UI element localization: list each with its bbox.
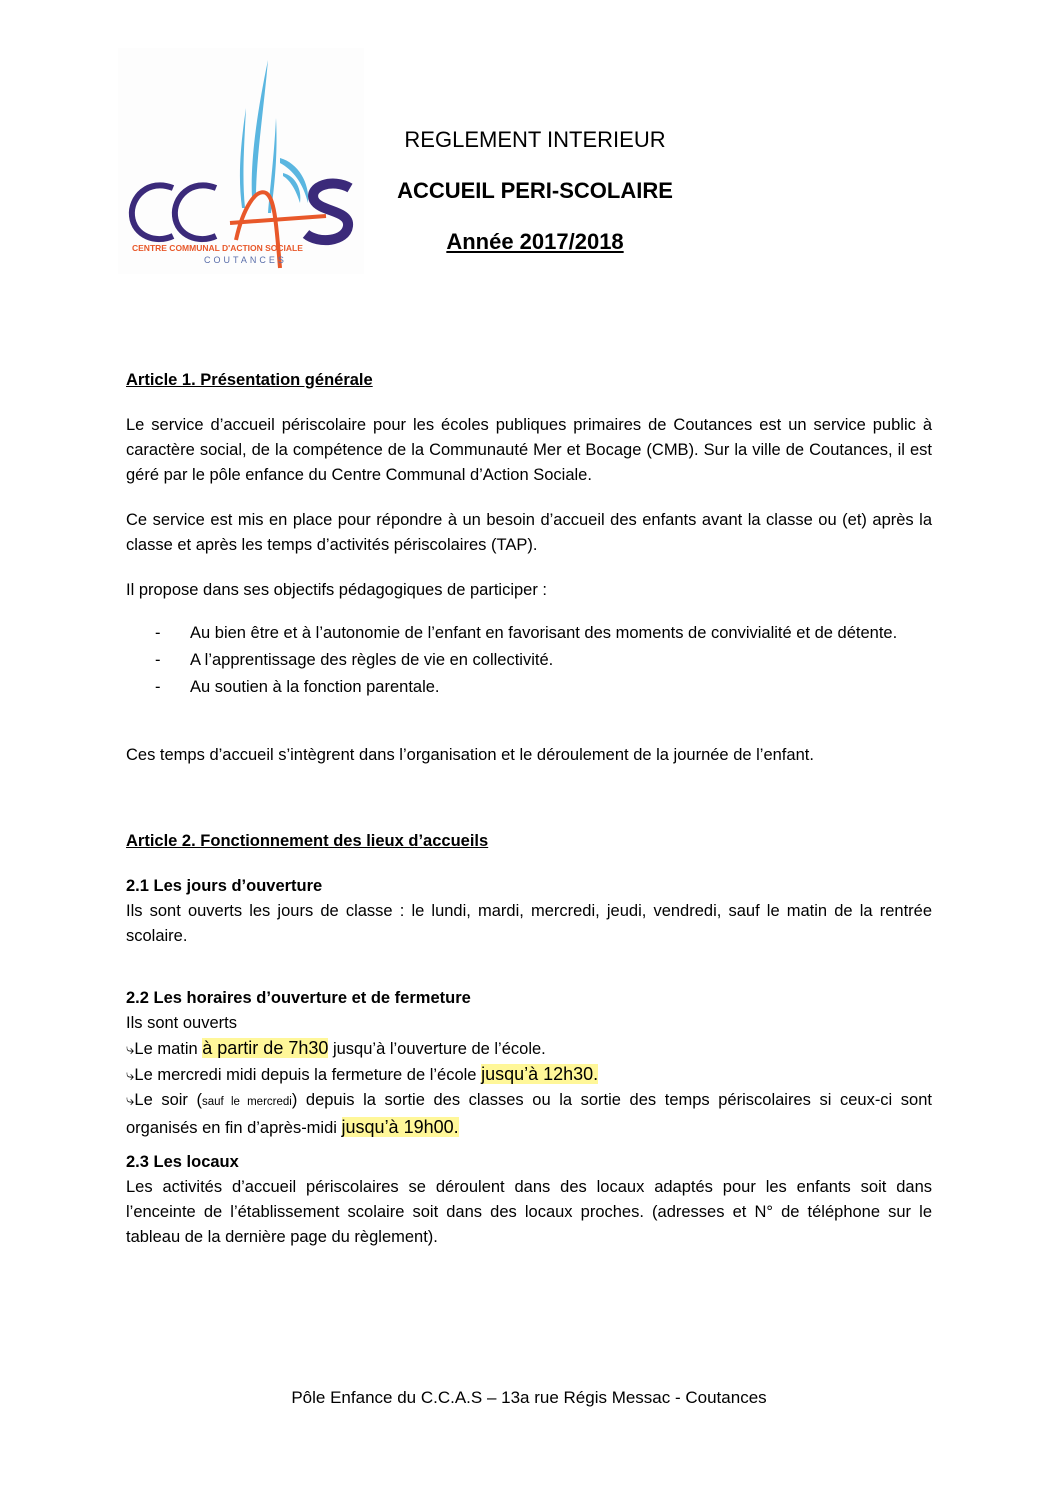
arrow-icon: ⤷ [126, 1041, 135, 1058]
section-2-3 [126, 1150, 932, 1250]
svg-text:CENTRE COMMUNAL D'ACTION SOCIA: CENTRE COMMUNAL D'ACTION SOCIALE [132, 243, 303, 253]
list-item: - A l’apprentissage des règles de vie en collectivité. [155, 651, 554, 669]
svg-text:COUTANCES: COUTANCES [204, 255, 287, 265]
article-1-heading: Article 1. Présentation générale [126, 371, 373, 389]
section-2-2 [126, 986, 932, 1141]
page-footer: Pôle Enfance du C.C.A.S – 13a rue Régis Messac - Coutances [291, 1388, 767, 1407]
objectives-list [155, 621, 935, 702]
section-2-1 [126, 874, 932, 949]
document-subtitle: ACCUEIL PERI-SCOLAIRE [397, 178, 673, 203]
arrow-icon: ⤷ [126, 1067, 135, 1084]
ccas-logo [118, 48, 364, 274]
document-title: REGLEMENT INTERIEUR [404, 127, 666, 152]
section-2-2-intro: Ils sont ouverts [126, 1014, 237, 1032]
schedule-evening: ⤷Le soir (sauf le mercredi) depuis la sortie des classes ou la sortie des temps périscolaires si ceux-ci sont organisés en fin d’après-midi jusqu’à 19h00. [126, 1091, 932, 1137]
section-2-1-heading: 2.1 Les jours d’ouverture [126, 877, 323, 895]
schedule-morning: ⤷Le matin à partir de 7h30 jusqu’à l’ouverture de l’école. [126, 1038, 546, 1058]
highlight: à partir de 7h30 [202, 1038, 329, 1058]
arrow-icon: ⤷ [126, 1092, 135, 1109]
section-2-3-text: Les activités d’accueil périscolaires se déroulent dans des locaux adaptés pour les enfants soit dans l’enceinte de l’établissement scolaire soit dans des locaux proches. (adresses et N° de téléphone sur le tableau de la dernière page du règlement). [126, 1178, 932, 1246]
section-2-1-text: Ils sont ouverts les jours de classe : le lundi, mardi, mercredi, jeudi, vendredi, sauf le matin de la rentrée scolaire. [126, 902, 932, 945]
list-item: - Au soutien à la fonction parentale. [155, 678, 440, 696]
highlight: jusqu’à 12h30. [481, 1064, 599, 1084]
article-1-paragraph-3: Il propose dans ses objectifs pédagogiques de participer : [126, 581, 548, 599]
document-year: Année 2017/2018 [446, 229, 624, 254]
list-item: - Au bien être et à l’autonomie de l’enfant en favorisant des moments de convivialité et de détente. [155, 624, 898, 642]
ccas-logo-icon [118, 48, 364, 274]
schedule-wednesday: ⤷Le mercredi midi depuis la fermeture de l’école jusqu’à 12h30. [126, 1064, 599, 1084]
section-2-3-heading: 2.3 Les locaux [126, 1153, 239, 1171]
article-1-paragraph-4: Ces temps d’accueil s’intègrent dans l’organisation et le déroulement de la journée de l’enfant. [126, 746, 814, 764]
article-1-paragraph-2: Ce service est mis en place pour répondre à un besoin d’accueil des enfants avant la classe ou (et) après la classe et après les temps d’activités périscolaires (TAP). [126, 511, 932, 554]
article-2-heading: Article 2. Fonctionnement des lieux d’accueils [126, 832, 489, 850]
article-1-paragraph-1: Le service d’accueil périscolaire pour les écoles publiques primaires de Coutances est un service public à caractère social, de la compétence de la Communauté Mer et Bocage (CMB). Sur la ville de Coutances, il est géré par le pôle enfance du Centre Communal d’Action Sociale. [126, 416, 932, 484]
section-2-2-heading: 2.2 Les horaires d’ouverture et de fermeture [126, 989, 471, 1007]
highlight: jusqu’à 19h00. [341, 1117, 459, 1137]
